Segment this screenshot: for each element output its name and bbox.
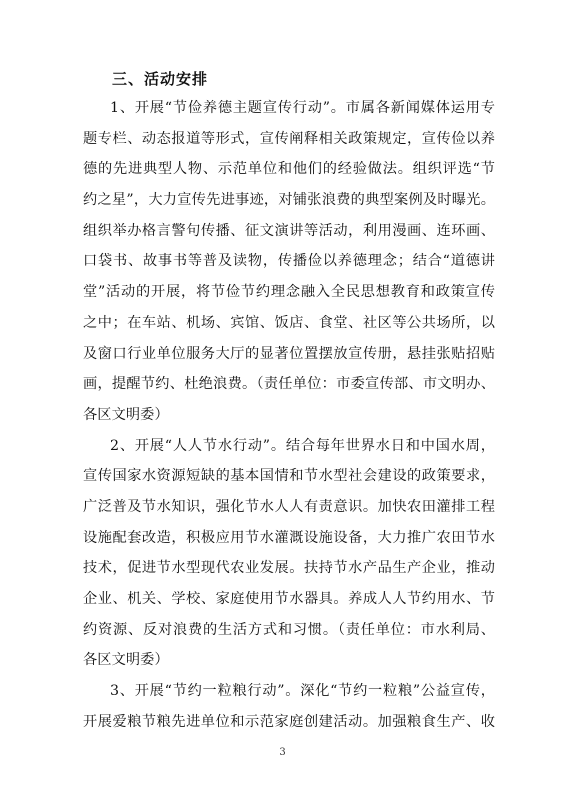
text-line: 画，提醒节约、杜绝浪费。（责任单位：市委宣传部、市文明办、 [83, 376, 495, 393]
text-line: 1、开展“节俭养德主题宣传行动”。市属各新闻媒体运用专 [110, 100, 495, 116]
text-line: 口袋书、故事书等普及读物，传播俭以养德理念；结合“道德讲 [83, 253, 495, 270]
text-line: 组织举办格言警句传播、征文演讲等活动，利用漫画、连环画、 [83, 222, 495, 239]
section-heading: 三、活动安排 [112, 70, 209, 88]
text-line: 约之星”，大力宣传先进事迹，对铺张浪费的典型案例及时曝光。 [83, 192, 495, 209]
text-line: 各区文明委） [83, 652, 169, 669]
text-line: 设施配套改造，积极应用节水灌溉设施设备，大力推广农田节水 [83, 529, 495, 546]
text-line: 题专栏、动态报道等形式，宣传阐释相关政策规定，宣传俭以养 [83, 130, 495, 147]
text-line: 约资源、反对浪费的生活方式和习惯。（责任单位：市水利局、 [83, 621, 495, 638]
page-number: 3 [279, 747, 286, 758]
text-line: 2、开展“人人节水行动”。结合每年世界水日和中国水周， [110, 437, 495, 454]
body-text [83, 93, 495, 737]
text-line: 技术，促进节水型现代农业发展。扶持节水产品生产企业，推动 [83, 560, 495, 577]
text-line: 各区文明委） [83, 406, 169, 423]
text-line: 3、开展“节约一粒粮行动”。深化“节约一粒粮”公益宣传， [110, 683, 495, 700]
text-line: 之中；在车站、机场、宾馆、饭店、食堂、社区等公共场所，以 [83, 314, 495, 331]
text-line: 广泛普及节水知识，强化节水人人有责意识。加快农田灌排工程 [83, 498, 495, 515]
text-line: 开展爱粮节粮先进单位和示范家庭创建活动。加强粮食生产、收 [83, 713, 495, 730]
text-line: 及窗口行业单位服务大厅的显著位置摆放宣传册，悬挂张贴招贴 [83, 345, 495, 362]
text-line: 宣传国家水资源短缺的基本国情和节水型社会建设的政策要求， [83, 468, 495, 485]
text-line: 德的先进典型人物、示范单位和他们的经验做法。组织评选“节 [83, 161, 495, 178]
text-line: 堂”活动的开展，将节俭节约理念融入全民思想教育和政策宣传 [83, 284, 495, 301]
text-line: 企业、机关、学校、家庭使用节水器具。养成人人节约用水、节 [83, 591, 495, 607]
